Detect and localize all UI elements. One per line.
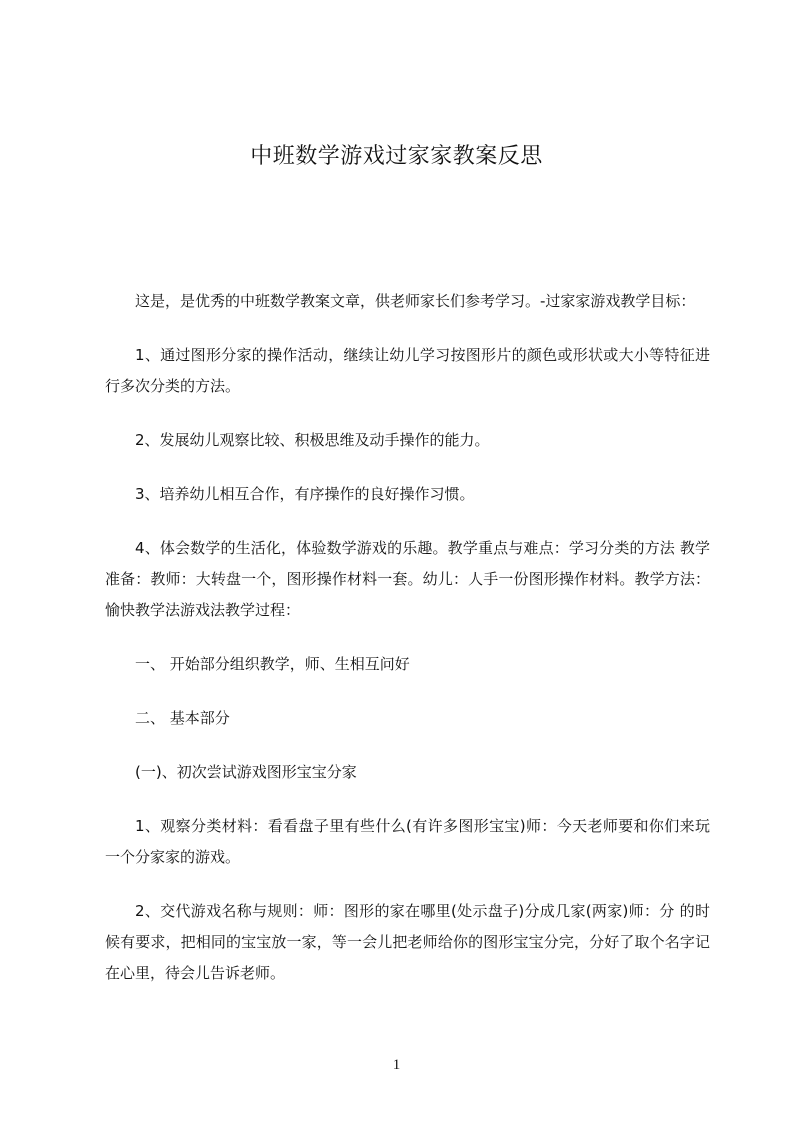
paragraph-section-2: 二、 基本部分 [135, 709, 230, 727]
paragraph-goal-3: 3、培养幼儿相互合作，有序操作的良好操作习惯。 [135, 485, 475, 503]
paragraph-intro: 这是，是优秀的中班数学教案文章，供老师家长们参考学习。-过家家游戏教学目标： [135, 292, 696, 310]
paragraph-goal-1: 1、通过图形分家的操作活动，继续让幼儿学习按图形片的颜色或形状或大小等特征进行多次分类的方法。 [105, 346, 710, 395]
paragraph-step-2: 2、交代游戏名称与规则：师：图形的家在哪里(处示盘子)分成几家(两家)师：分 的时候有要求，把相同的宝宝放一家，等一会儿把老师给你的图形宝宝分完，分好了取个名字记在心里，待会儿告诉老师。 [105, 902, 710, 982]
paragraph-section-1: 一、 开始部分组织教学，师、生相互问好 [135, 655, 410, 673]
document-body [105, 286, 710, 1012]
document-title: 中班数学游戏过家家教案反思 [250, 144, 543, 169]
paragraph-goal-2: 2、发展幼儿观察比较、积极思维及动手操作的能力。 [135, 431, 490, 449]
paragraph-goal-4: 4、体会数学的生活化，体验数学游戏的乐趣。教学重点与难点：学习分类的方法 教学准备：教师：大转盘一个，图形操作材料一套。幼儿：人手一份图形操作材料。教学方法：愉快教学法游戏法教学过程： [105, 539, 710, 619]
paragraph-subsection-1: (一)、初次尝试游戏图形宝宝分家 [135, 763, 357, 781]
page-number: 1 [392, 1057, 401, 1073]
paragraph-step-1: 1、观察分类材料：看看盘子里有些什么(有许多图形宝宝)师：今天老师要和你们来玩一个分家家的游戏。 [105, 817, 710, 866]
